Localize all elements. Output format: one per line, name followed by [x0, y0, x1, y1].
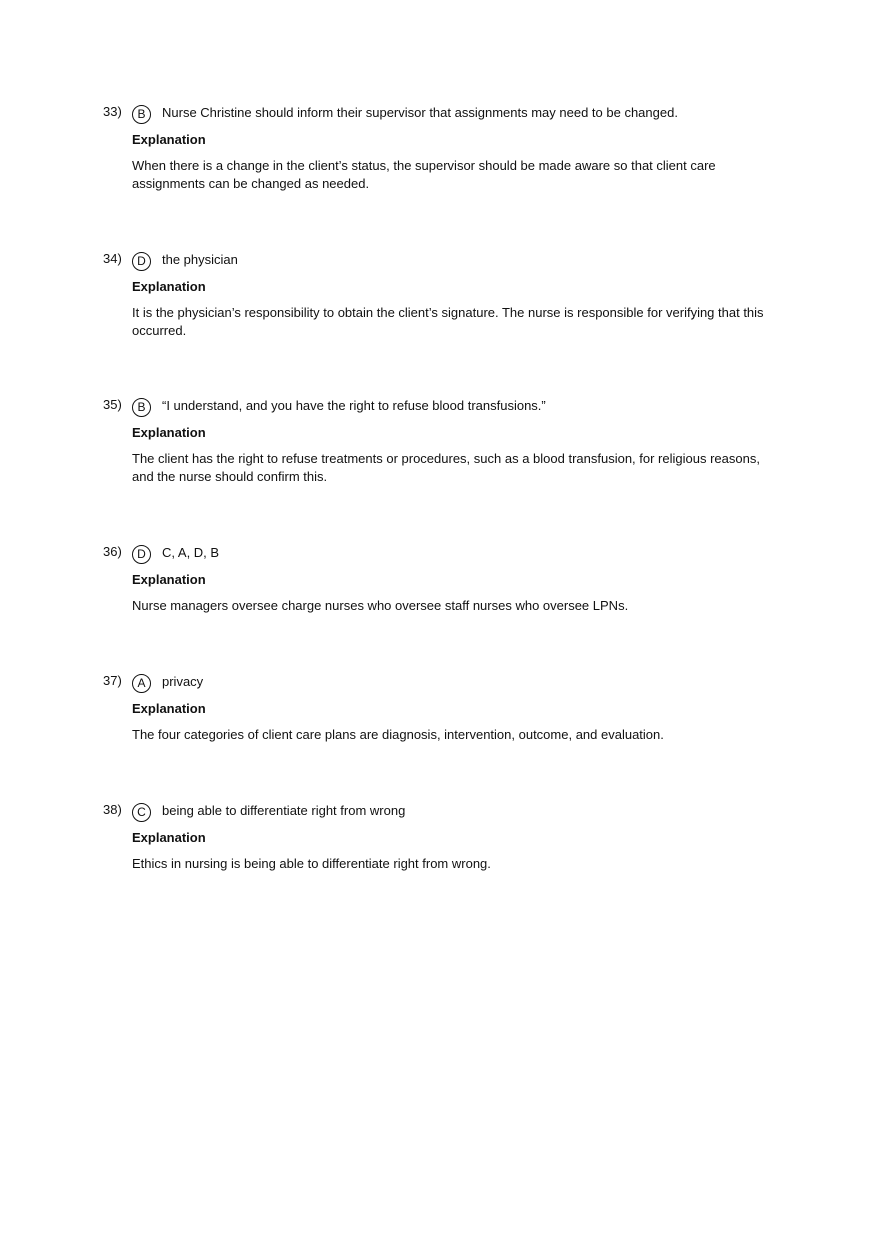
answer-text: “I understand, and you have the right to refuse blood transfusions.” [162, 398, 546, 413]
answer-choice-circle: D [132, 252, 151, 271]
answer-text: privacy [162, 674, 204, 689]
explanation-heading: Explanation [132, 830, 206, 845]
answer-text: Nurse Christine should inform their supervisor that assignments may need to be changed. [162, 105, 678, 120]
question-number: 36) [103, 544, 122, 559]
explanation-heading: Explanation [132, 425, 206, 440]
explanation-text: It is the physician’s responsibility to obtain the client’s signature. The nurse is responsible for verifying that this occurred. [132, 305, 764, 338]
question-number: 33) [103, 104, 122, 119]
question-header [102, 252, 802, 276]
answer-choice-circle: D [132, 545, 151, 564]
question-38 [102, 803, 802, 873]
question-34 [102, 252, 802, 340]
question-35 [102, 398, 802, 486]
answer-choice-circle: C [132, 803, 151, 822]
answer-choice-circle: B [132, 105, 151, 124]
answer-choice-circle: A [132, 674, 151, 693]
question-header [102, 398, 802, 422]
question-header [102, 545, 802, 569]
explanation-text: The client has the right to refuse treatments or procedures, such as a blood transfusion, for religious reasons, and the nurse should confirm this. [132, 451, 760, 484]
explanation-heading: Explanation [132, 132, 206, 147]
question-number: 37) [103, 673, 122, 688]
question-number: 38) [103, 802, 122, 817]
explanation-text: The four categories of client care plans are diagnosis, intervention, outcome, and evaluation. [132, 727, 664, 742]
question-36 [102, 545, 802, 615]
question-number: 34) [103, 251, 122, 266]
explanation-text: When there is a change in the client’s status, the supervisor should be made aware so that client care assignments can be changed as needed. [132, 158, 716, 191]
explanation-text: Nurse managers oversee charge nurses who oversee staff nurses who oversee LPNs. [132, 598, 629, 613]
answer-text: C, A, D, B [162, 545, 220, 560]
explanation-text: Ethics in nursing is being able to differentiate right from wrong. [132, 856, 491, 871]
answer-text: being able to differentiate right from wrong [162, 803, 406, 818]
answer-text: the physician [162, 252, 238, 267]
question-33 [102, 105, 802, 193]
explanation-heading: Explanation [132, 572, 206, 587]
question-number: 35) [103, 397, 122, 412]
explanation-heading: Explanation [132, 279, 206, 294]
question-header [102, 803, 802, 827]
answer-choice-circle: B [132, 398, 151, 417]
question-header [102, 105, 802, 129]
question-header [102, 674, 802, 698]
explanation-heading: Explanation [132, 701, 206, 716]
question-37 [102, 674, 802, 744]
